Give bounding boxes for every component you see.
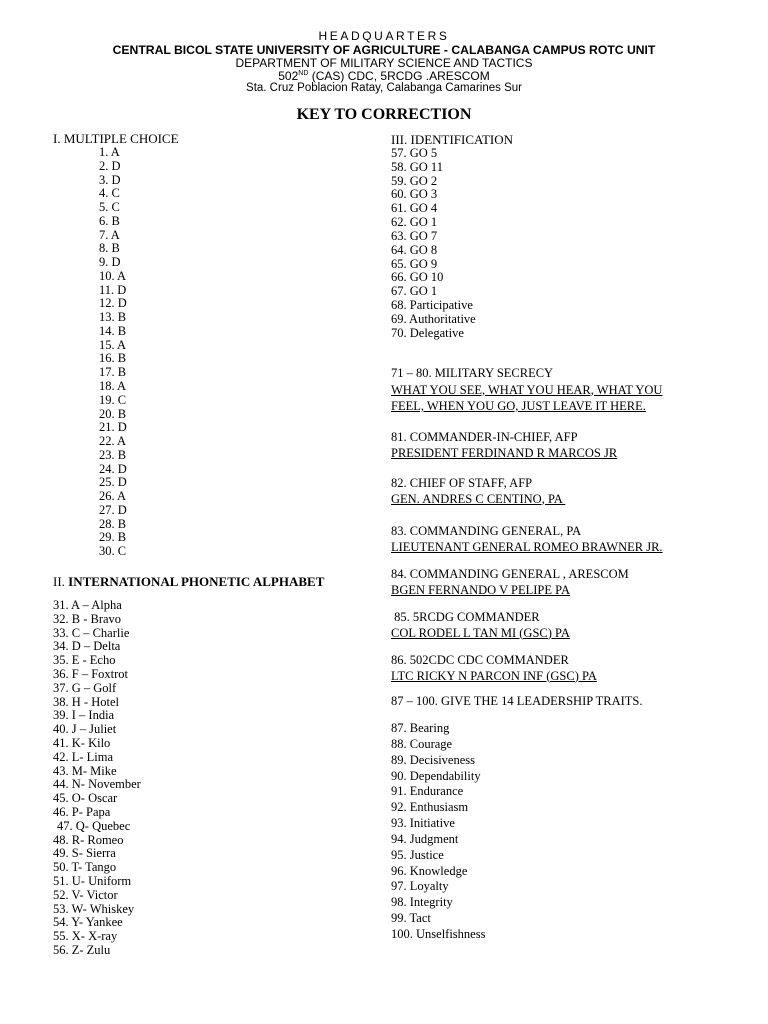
identification-answer: 69. Authoritative bbox=[391, 311, 476, 326]
q84-block bbox=[391, 567, 629, 598]
q85-answer: COL RODEL L TAN MI (GSC) PA bbox=[391, 625, 570, 640]
q83-answer: LIEUTENANT GENERAL ROMEO BRAWNER JR. bbox=[391, 539, 663, 554]
q81-answer: PRESIDENT FERDINAND R MARCOS JR bbox=[391, 445, 618, 460]
multiple-choice-answer: 2. D bbox=[99, 158, 121, 173]
multiple-choice-answer: 6. B bbox=[99, 213, 120, 228]
phonetic-alphabet-item: 47. Q- Quebec bbox=[57, 818, 131, 833]
leadership-trait-item: 97. Loyalty bbox=[391, 879, 449, 894]
multiple-choice-list bbox=[99, 146, 127, 559]
q82-block bbox=[391, 476, 565, 507]
leadership-trait-item: 96. Knowledge bbox=[391, 863, 468, 878]
multiple-choice-answer: 15. A bbox=[99, 337, 127, 352]
phonetic-alphabet-item: 49. S- Sierra bbox=[53, 846, 116, 861]
leadership-trait-item: 91. Endurance bbox=[391, 784, 464, 799]
leadership-traits-question: 87 – 100. GIVE THE 14 LEADERSHIP TRAITS. bbox=[391, 694, 643, 708]
identification-answer: 59. GO 2 bbox=[391, 173, 438, 188]
phonetic-alphabet-item: 48. R- Romeo bbox=[53, 832, 124, 847]
q83-block bbox=[391, 524, 663, 555]
identification-answer: 66. GO 10 bbox=[391, 270, 444, 285]
phonetic-alphabet-item: 43. M- Mike bbox=[53, 763, 117, 778]
page-title: KEY TO CORRECTION bbox=[296, 106, 472, 123]
phonetic-alphabet-item: 45. O- Oscar bbox=[53, 791, 118, 806]
q83-question: 83. COMMANDING GENERAL, PA bbox=[391, 524, 582, 538]
multiple-choice-answer: 22. A bbox=[99, 434, 127, 449]
identification-answer: 65. GO 9 bbox=[391, 256, 438, 271]
section-multiple-choice-heading: I. MULTIPLE CHOICE bbox=[53, 131, 179, 146]
q81-question: 81. COMMANDER-IN-CHIEF, AFP bbox=[391, 430, 578, 444]
phonetic-alphabet-item: 31. A – Alpha bbox=[53, 598, 122, 612]
leadership-trait-item: 92. Enthusiasm bbox=[391, 800, 469, 815]
multiple-choice-answer: 7. A bbox=[99, 227, 120, 242]
identification-answer: 60. GO 3 bbox=[391, 187, 438, 202]
q86-block bbox=[391, 653, 597, 684]
multiple-choice-answer: 20. B bbox=[99, 406, 127, 421]
leadership-trait-item: 90. Dependability bbox=[391, 768, 481, 783]
leadership-trait-item: 100. Unselfishness bbox=[391, 926, 486, 941]
leadership-traits-list bbox=[391, 721, 485, 943]
department-name: DEPARTMENT OF MILITARY SCIENCE AND TACTICS bbox=[235, 56, 533, 70]
leadership-trait-item: 95. Justice bbox=[391, 847, 444, 862]
multiple-choice-answer: 29. B bbox=[99, 530, 127, 545]
phonetic-alphabet-item: 55. X- X-ray bbox=[53, 929, 118, 944]
section-identification-heading: III. IDENTIFICATION bbox=[391, 132, 514, 147]
leadership-trait-item: 99. Tact bbox=[391, 911, 431, 926]
multiple-choice-answer: 12. D bbox=[99, 296, 127, 311]
identification-answer: 63. GO 7 bbox=[391, 228, 438, 243]
identification-answer: 57. GO 5 bbox=[391, 146, 438, 160]
multiple-choice-answer: 21. D bbox=[99, 420, 127, 435]
phonetic-alphabet-item: 33. C – Charlie bbox=[53, 625, 130, 640]
multiple-choice-answer: 9. D bbox=[99, 255, 121, 270]
leadership-trait-item: 98. Integrity bbox=[391, 895, 453, 910]
phonetic-alphabet-item: 56. Z- Zulu bbox=[53, 942, 111, 957]
q81-block bbox=[391, 430, 617, 461]
identification-answer: 64. GO 8 bbox=[391, 242, 438, 257]
secrecy-answer-line1: WHAT YOU SEE, WHAT YOU HEAR, WHAT YOU bbox=[391, 382, 663, 397]
phonetic-alphabet-item: 38. H - Hotel bbox=[53, 694, 119, 709]
address-line: Sta. Cruz Poblacion Ratay, Calabanga Camarines Sur bbox=[246, 82, 522, 94]
phonetic-alphabet-item: 37. G – Golf bbox=[53, 680, 117, 695]
phonetic-alphabet-item: 34. D – Delta bbox=[53, 639, 121, 654]
multiple-choice-answer: 17. B bbox=[99, 365, 127, 380]
identification-answer: 61. GO 4 bbox=[391, 201, 438, 216]
headquarters-heading: HEADQUARTERS bbox=[318, 29, 450, 43]
q84-question: 84. COMMANDING GENERAL , ARESCOM bbox=[391, 567, 629, 581]
identification-answer: 62. GO 1 bbox=[391, 215, 438, 230]
secrecy-answer-line2: FEEL, WHEN YOU GO, JUST LEAVE IT HERE. bbox=[391, 399, 646, 413]
multiple-choice-answer: 30. C bbox=[99, 544, 127, 559]
leadership-trait-item: 94. Judgment bbox=[391, 831, 459, 846]
multiple-choice-answer: 5. C bbox=[99, 200, 120, 215]
phonetic-alphabet-item: 54. Y- Yankee bbox=[53, 915, 123, 930]
leadership-trait-item: 88. Courage bbox=[391, 736, 453, 751]
section-phonetic-heading bbox=[53, 575, 324, 589]
q85-block bbox=[391, 610, 570, 641]
multiple-choice-answer: 3. D bbox=[99, 172, 121, 187]
secrecy-block bbox=[391, 365, 662, 415]
section-phonetic-prefix: II. bbox=[53, 574, 69, 589]
q82-question: 82. CHIEF OF STAFF, AFP bbox=[391, 476, 533, 490]
multiple-choice-answer: 24. D bbox=[99, 461, 127, 476]
multiple-choice-answer: 26. A bbox=[99, 489, 127, 504]
phonetic-alphabet-item: 35. E - Echo bbox=[53, 653, 116, 668]
phonetic-alphabet-item: 51. U- Uniform bbox=[53, 873, 132, 888]
multiple-choice-answer: 13. B bbox=[99, 310, 127, 325]
phonetic-alphabet-item: 36. F – Foxtrot bbox=[53, 666, 129, 681]
phonetic-alphabet-item: 42. L- Lima bbox=[53, 749, 114, 764]
multiple-choice-answer: 18. A bbox=[99, 379, 127, 394]
unit-ordinal: ND bbox=[298, 70, 309, 77]
multiple-choice-answer: 10. A bbox=[99, 268, 127, 283]
multiple-choice-answer: 1. A bbox=[99, 145, 120, 159]
leadership-trait-item: 87. Bearing bbox=[391, 721, 450, 735]
phonetic-alphabet-item: 44. N- November bbox=[53, 777, 141, 792]
section-phonetic-title: INTERNATIONAL PHONETIC ALPHABET bbox=[68, 574, 325, 589]
multiple-choice-answer: 19. C bbox=[99, 392, 127, 407]
q84-answer: BGEN FERNANDO V PELIPE PA bbox=[391, 582, 570, 597]
multiple-choice-answer: 23. B bbox=[99, 447, 127, 462]
multiple-choice-answer: 28. B bbox=[99, 516, 127, 531]
phonetic-alphabet-list bbox=[53, 599, 141, 958]
identification-list bbox=[391, 147, 476, 341]
identification-answer: 67. GO 1 bbox=[391, 284, 438, 299]
multiple-choice-answer: 25. D bbox=[99, 475, 127, 490]
phonetic-alphabet-item: 39. I – India bbox=[53, 708, 115, 723]
multiple-choice-answer: 14. B bbox=[99, 323, 127, 338]
identification-answer: 68. Participative bbox=[391, 298, 473, 313]
phonetic-alphabet-item: 50. T- Tango bbox=[53, 860, 117, 875]
phonetic-alphabet-item: 53. W- Whiskey bbox=[53, 901, 135, 916]
unit-number: 502 bbox=[278, 69, 299, 83]
multiple-choice-answer: 4. C bbox=[99, 186, 120, 201]
q86-question: 86. 502CDC CDC COMMANDER bbox=[391, 653, 569, 667]
phonetic-alphabet-item: 46. P- Papa bbox=[53, 804, 111, 819]
identification-answer: 58. GO 11 bbox=[391, 159, 443, 174]
phonetic-alphabet-item: 52. V- Victor bbox=[53, 887, 118, 902]
phonetic-alphabet-item: 32. B - Bravo bbox=[53, 611, 122, 626]
multiple-choice-answer: 11. D bbox=[99, 282, 127, 297]
q82-answer: GEN. ANDRES C CENTINO, PA bbox=[391, 491, 566, 506]
multiple-choice-answer: 27. D bbox=[99, 502, 127, 517]
university-name: CENTRAL BICOL STATE UNIVERSITY OF AGRICULTURE - CALABANGA CAMPUS ROTC UNIT bbox=[112, 43, 656, 57]
multiple-choice-answer: 16. B bbox=[99, 351, 127, 366]
q86-answer: LTC RICKY N PARCON INF (GSC) PA bbox=[391, 668, 597, 683]
unit-designation: (CAS) CDC, 5RCDG .ARESCOM bbox=[308, 69, 490, 83]
secrecy-question: 71 – 80. MILITARY SECRECY bbox=[391, 366, 554, 380]
identification-answer: 70. Delegative bbox=[391, 325, 464, 340]
leadership-trait-item: 93. Initiative bbox=[391, 816, 455, 831]
phonetic-alphabet-item: 41. K- Kilo bbox=[53, 735, 111, 750]
phonetic-alphabet-item: 40. J – Juliet bbox=[53, 722, 117, 737]
multiple-choice-answer: 8. B bbox=[99, 241, 120, 256]
q85-question: 85. 5RCDG COMMANDER bbox=[391, 610, 540, 624]
leadership-trait-item: 89. Decisiveness bbox=[391, 752, 476, 767]
